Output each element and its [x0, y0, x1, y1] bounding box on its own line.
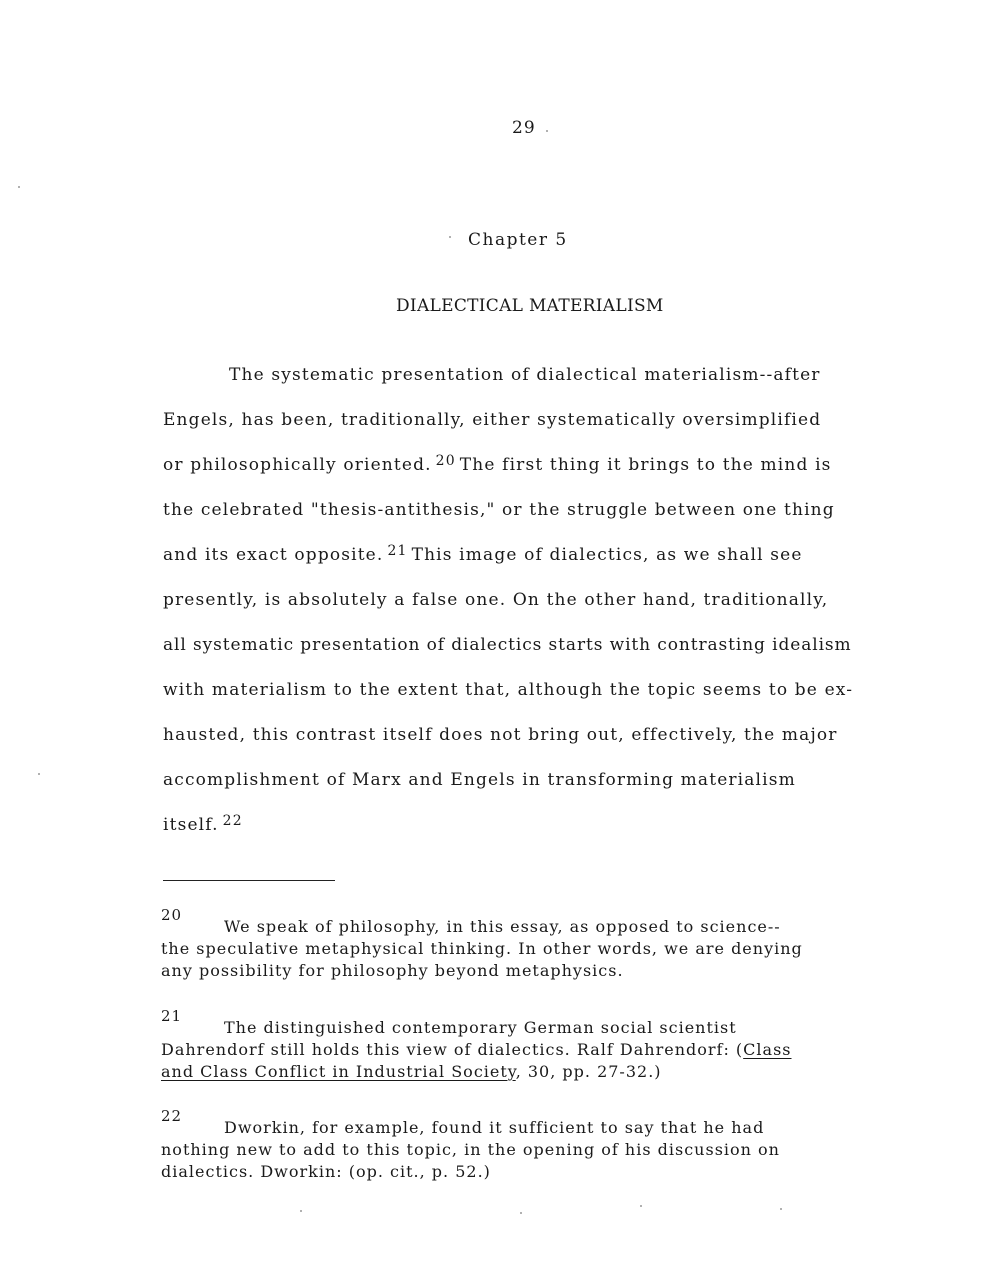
body-line	[163, 545, 803, 565]
speck	[449, 236, 451, 238]
speck	[300, 1210, 302, 1212]
footnote-number: 22	[161, 1107, 183, 1125]
footnote-separator	[163, 880, 335, 881]
page-number: 29	[512, 118, 536, 138]
body-line: hausted, this contrast itself does not bring out, effectively, the major	[163, 725, 838, 745]
body-line: accomplishment of Marx and Engels in transforming materialism	[163, 770, 796, 790]
footnote-line: the speculative metaphysical thinking. In other words, we are denying	[161, 939, 803, 958]
body-line: with materialism to the extent that, although the topic seems to be ex-	[163, 680, 854, 700]
body-line: The systematic presentation of dialectical materialism--after	[229, 365, 821, 385]
body-text-span: or philosophically oriented.	[163, 455, 432, 475]
footnote-text-span: , 30, pp. 27-32.)	[515, 1062, 662, 1081]
footnote-ref-22: 22	[222, 813, 243, 829]
body-line: presently, is absolutely a false one. On the other hand, traditionally,	[163, 590, 829, 610]
book-title-underlined: and Class Conflict in Industrial Society	[161, 1062, 516, 1081]
book-title-underlined: Class	[743, 1040, 792, 1059]
footnote-ref-21: 21	[387, 543, 408, 559]
speck	[640, 1205, 642, 1207]
footnote-line: any possibility for philosophy beyond metaphysics.	[161, 961, 624, 980]
footnote-ref-20: 20	[435, 453, 456, 469]
footnote-number: 21	[161, 1007, 183, 1025]
speck	[780, 1208, 782, 1210]
footnote-line: Dworkin, for example, found it sufficient to say that he had	[224, 1118, 765, 1137]
body-line: Engels, has been, traditionally, either systematically oversimplified	[163, 410, 822, 430]
footnote-line: We speak of philosophy, in this essay, as opposed to science--	[224, 917, 781, 936]
footnote-number: 20	[161, 906, 183, 924]
body-line	[163, 455, 832, 475]
footnote-line: nothing new to add to this topic, in the opening of his discussion on	[161, 1140, 780, 1159]
body-text-span: itself.	[163, 815, 219, 835]
footnote-line	[161, 1040, 792, 1059]
footnote-line: dialectics. Dworkin: (op. cit., p. 52.)	[161, 1162, 491, 1181]
speck	[546, 130, 548, 132]
footnote-text-span: Dahrendorf still holds this view of dialectics. Ralf Dahrendorf: (	[161, 1040, 744, 1059]
speck	[18, 186, 20, 188]
body-text-span: This image of dialectics, as we shall see	[411, 545, 803, 565]
body-text-span: The first thing it brings to the mind is	[459, 455, 832, 475]
footnote-line	[161, 1062, 662, 1081]
footnote-line: The distinguished contemporary German social scientist	[224, 1018, 737, 1037]
chapter-heading: Chapter 5	[468, 230, 568, 250]
body-line	[163, 815, 247, 835]
body-line: the celebrated "thesis-antithesis," or the struggle between one thing	[163, 500, 835, 520]
speck	[520, 1212, 522, 1214]
chapter-title: DIALECTICAL MATERIALISM	[396, 296, 664, 316]
speck	[38, 773, 40, 775]
body-line: all systematic presentation of dialectics starts with contrasting idealism	[163, 635, 852, 655]
body-text-span: and its exact opposite.	[163, 545, 384, 565]
